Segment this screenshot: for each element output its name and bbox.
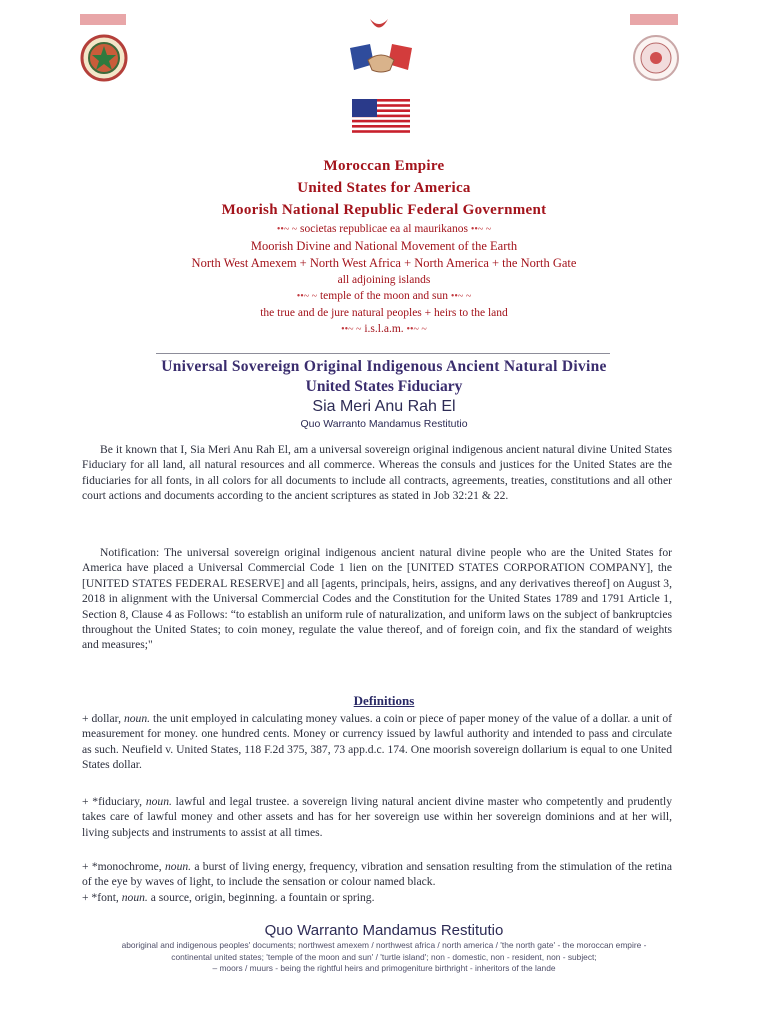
definition-dollar (82, 711, 672, 773)
right-seal-icon (632, 34, 680, 82)
islands-line: all adjoining islands (337, 274, 431, 286)
footer-line: aboriginal and indigenous peoples' documents; northwest amexem / northwest africa / north america / 'the north gate' - the moroccan empire - (121, 940, 647, 950)
handshake-flags-icon (346, 42, 416, 78)
paragraph-declaration: Be it known that I, Sia Meri Anu Rah El, am a universal sovereign original indigenous ancient natural divine United States Fiduciary for all land, all natural resources and all commerce. Whereas the consuls and justices for the United States are the fiduciaries for all fonts, in all colors for all documents to include all contracts, agreements, treaties, constitutions and all other court actions and documents according to the ancient scriptures as stated in Job 32:21 & 22. (82, 443, 672, 503)
usa-line: United States for America (297, 180, 471, 196)
moon-crescent-icon (367, 16, 391, 36)
definition-text: the unit employed in calculating money values. a coin or piece of paper money of the value of a dollar. a unit of measurement for money. one hundred cents. Money or currency issued by lawful authority and intended to pass and circulate as such. Neufield v. United States, 118 F.2d 375, 387, 73 app.d.c. 174. One moorish sovereign dollarium is equal to one United States dollar. (82, 712, 672, 772)
definition-text: a source, origin, beginning. a fountain or spring. (147, 891, 375, 904)
definition-text: a burst of living energy, frequency, vibration and sensation resulting from the stimulation of the retina of the eye by waves of light, to include the sensation or colour named black. (82, 860, 672, 889)
left-seal-icon (80, 34, 128, 82)
temple-line: ••~ ~ temple of the moon and sun ••~ ~ (296, 290, 472, 302)
right-flag-strip (630, 14, 678, 25)
empire-line: Moroccan Empire (323, 158, 445, 174)
definition-pos: noun. (145, 795, 172, 808)
definitions-heading: Definitions (353, 693, 415, 708)
islam-line: ••~ ~ i.s.l.a.m. ••~ ~ (341, 323, 427, 335)
fiduciary-name: Sia Meri Anu Rah El (312, 398, 456, 415)
divine-movement-line: Moorish Divine and National Movement of the Earth (250, 239, 518, 253)
definition-monochrome (82, 859, 672, 890)
title-line-2: United States Fiduciary (305, 378, 463, 395)
definition-pos: noun. (123, 712, 151, 725)
definition-term: + dollar, (82, 712, 121, 725)
title-block (0, 357, 768, 431)
heirs-line: the true and de jure natural peoples + heirs to the land (260, 307, 508, 319)
ornament-icon: ••~ ~ (276, 224, 298, 235)
title-line-1: Universal Sovereign Original Indigenous Ancient Natural Divine (161, 358, 607, 375)
footer-line: continental united states; 'temple of the moon and sun' / 'turtle island'; non - domestic, non - resident, non - subject; (171, 951, 597, 962)
ornament-icon: ••~ ~ (406, 324, 427, 335)
ornament-icon: ••~ ~ (296, 291, 318, 302)
motto: Quo Warranto Mandamus Restitutio (300, 418, 468, 430)
regions-line: North West Amexem + North West Africa + North America + the North Gate (191, 256, 577, 270)
definition-term: + *monochrome, (82, 860, 162, 873)
definition-font (82, 890, 672, 905)
definition-text: lawful and legal trustee. a sovereign living natural ancient divine master who competently and prudently takes care of lawful money and other assets and has for her sovereign use within her sovereign dominions and at her will, living subjects and instruments to assist at all times. (82, 795, 672, 839)
footer-line: – moors / muurs - being the rightful heirs and primogeniture birthright - inheritors of the lande (212, 963, 556, 973)
paragraph-notification: Notification: The universal sovereign original indigenous ancient natural divine people who are the United States for America have placed a Universal Commercial Code 1 lien on the [UNITED STATES CORPORATION COMPANY], the [UNITED STATES FEDERAL RESERVE] and all [agents, principals, heirs, assigns, and any derivatives thereof] on August 3, 2018 in alignment with the Universal Commercial Codes and the Constitution for the United States 1789 and 1791 Article 1, Section 8, Clause 4 as Follows: “to establish an uniform rule of naturalization, and uniform laws on the subject of bankruptcies throughout the United States; to coin money, regulate the value thereof, and of foreign coin, and fix the standard of weights and measures;" (82, 546, 672, 652)
us-flag-icon (352, 99, 410, 133)
divider (156, 353, 610, 354)
footer-title: Quo Warranto Mandamus Restitutio (264, 922, 504, 939)
societas-line: ••~ ~ societas republicae ea al maurikanos ••~ ~ (276, 223, 492, 235)
footer-text (90, 940, 678, 975)
government-line: Moorish National Republic Federal Government (221, 202, 547, 218)
definition-pos: noun. (121, 891, 148, 904)
ornament-icon: ••~ ~ (450, 291, 472, 302)
document-header (0, 155, 768, 338)
definition-fiduciary (82, 794, 672, 840)
definition-term: + *font, (82, 891, 119, 904)
definition-pos: noun. (164, 860, 192, 873)
ornament-icon: ••~ ~ (470, 224, 492, 235)
definition-term: + *fiduciary, (82, 795, 143, 808)
ornament-icon: ••~ ~ (341, 324, 362, 335)
left-flag-strip (80, 14, 126, 25)
